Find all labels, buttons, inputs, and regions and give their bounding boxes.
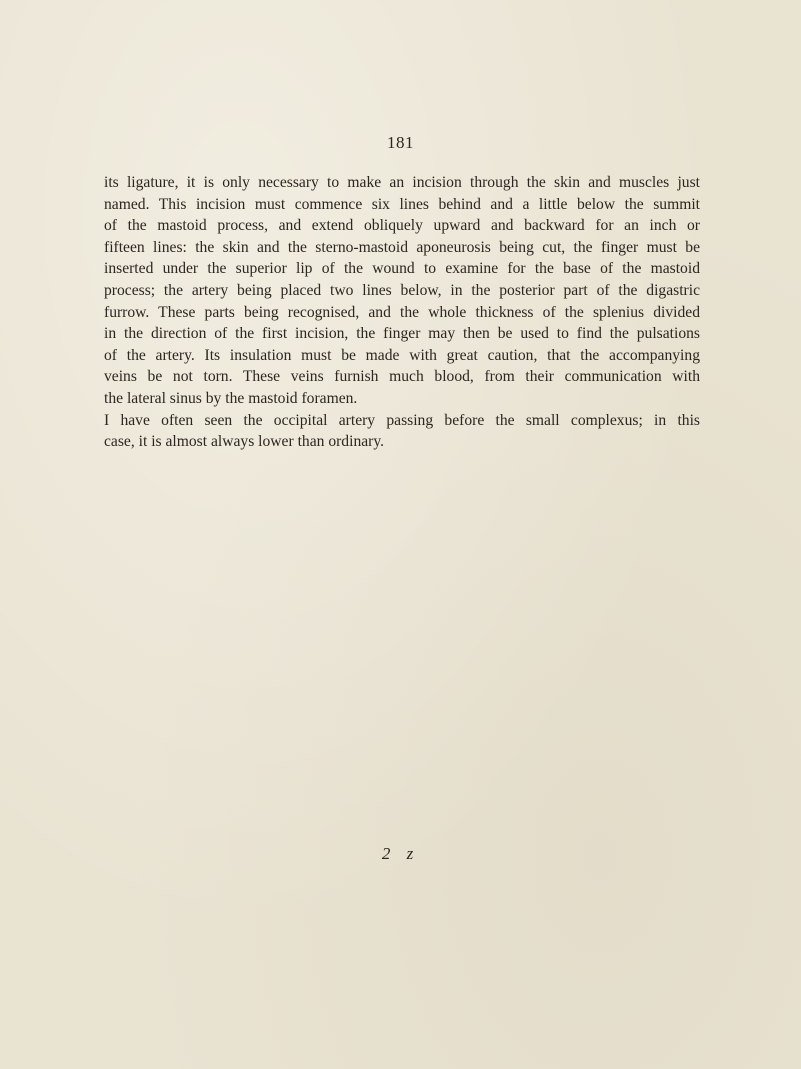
paragraph-2 xyxy=(104,410,700,453)
text-line: in the direction of the first incision, the finger may then be used to find the pulsations xyxy=(104,325,700,343)
text-line: case, it is almost always lower than ordinary. xyxy=(104,433,385,451)
text-line: the lateral sinus by the mastoid foramen. xyxy=(104,389,358,407)
text-line: I have often seen the occipital artery passing before the small complexus; in this xyxy=(104,411,700,429)
text-line: inserted under the superior lip of the wound to examine for the base of the mastoid xyxy=(104,260,700,278)
text-line: of the artery. Its insulation must be made with great caution, that the accompanying xyxy=(104,346,700,364)
signature-mark: 2 z xyxy=(381,844,420,863)
text-line: furrow. These parts being recognised, and the whole thickness of the splenius divided xyxy=(104,303,700,321)
text-line: fifteen lines: the skin and the sterno-mastoid aponeurosis being cut, the finger must be xyxy=(104,238,700,256)
text-line: named. This incision must commence six lines behind and a little below the summit xyxy=(104,195,700,213)
text-line: veins be not torn. These veins furnish much blood, from their communication with xyxy=(104,368,700,386)
text-line: process; the artery being placed two lines below, in the posterior part of the digastric xyxy=(104,281,700,299)
text-line: of the mastoid process, and extend obliquely upward and backward for an inch or xyxy=(104,217,700,235)
page-number: 181 xyxy=(387,133,414,152)
body-text xyxy=(104,172,700,453)
text-line: its ligature, it is only necessary to make an incision through the skin and muscles just xyxy=(104,174,700,191)
paragraph-1 xyxy=(104,172,700,410)
